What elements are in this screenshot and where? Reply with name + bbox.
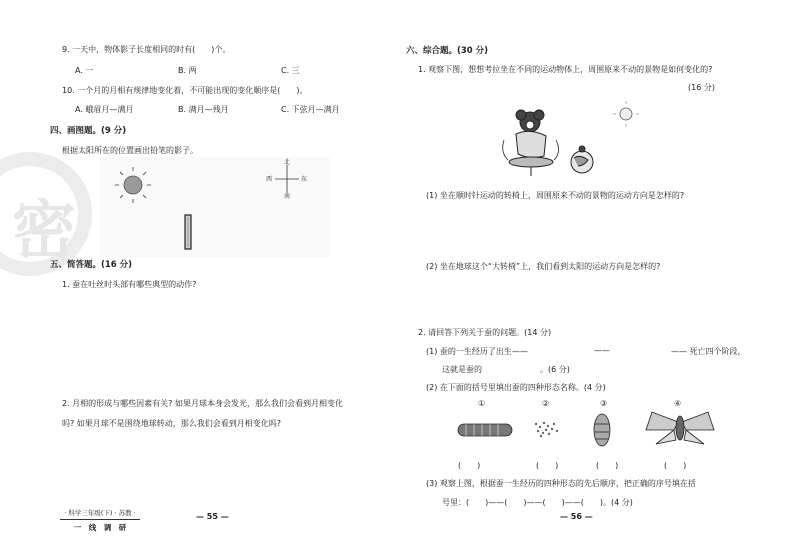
q10-text: 10. 一个月的月相有规律地变化着，不可能出现的变化顺序是( )。 — [62, 86, 308, 95]
stage-answer-4[interactable]: ( ) — [664, 461, 687, 470]
section6-title: 六、综合题。(30 分) — [406, 46, 489, 56]
pupa-icon — [594, 414, 610, 446]
footer-book-info — [60, 508, 140, 533]
drawing-area — [100, 157, 330, 257]
stage-answer-1[interactable]: ( ) — [458, 461, 481, 470]
section6-q1-sub1: (1) 坐在顺时针运动的转椅上，周围原来不动的景物的运动方向是怎样的? — [426, 191, 685, 200]
sun-icon — [613, 101, 639, 127]
section6-q1-score: (16 分) — [688, 83, 715, 92]
page-number-right: — 56 — — [560, 512, 593, 521]
rotation-illustration — [500, 100, 640, 182]
q10-option-c: C. 下弦月—满月 — [281, 105, 340, 114]
section4-instruction: 根据太阳所在的位置画出铅笔的影子。 — [62, 146, 198, 155]
q9-option-a: A. 一 — [75, 66, 94, 75]
page-number-left: — 55 — — [196, 512, 229, 521]
compass-south: 南 — [284, 193, 291, 200]
q9-option-b: B. 两 — [178, 66, 197, 75]
stage-label-2: ② — [542, 399, 550, 408]
compass-east: 东 — [301, 176, 308, 183]
larva-icon — [458, 424, 512, 436]
section6-q2-sub1-b: —— — [594, 346, 610, 355]
section6-q2-sub3-line2: 号里：( )——( )——( )——( )。(4 分) — [442, 498, 633, 507]
koala-chair-icon — [503, 110, 559, 176]
section6-q2-title: 2. 请回答下列关于蚕的问题。(14 分) — [418, 328, 552, 337]
stage-answer-3[interactable]: ( ) — [596, 461, 619, 470]
q9-text: 9. 一天中，物体影子长度相同的时有( )个。 — [62, 45, 231, 54]
section6-q2-sub1-a: (1) 蚕的一生经历了出生—— — [426, 347, 528, 356]
footer-brand: 一 线 调 研 — [73, 523, 127, 532]
compass-north: 北 — [284, 159, 291, 166]
section5-q2-line1: 2. 月相的形成与哪些因素有关? 如果月球本身会发光，那么我们会看到月相变化 — [62, 399, 343, 408]
stage-answer-2[interactable]: ( ) — [536, 461, 559, 470]
section6-q2-sub3-line1: (3) 观察上图，根据蚕一生经历的四种形态的先后顺序，把正确的序号填在括 — [426, 479, 696, 488]
section6-q1-line1: 1. 观察下图，想想考拉坐在不同的运动物体上，周围原来不动的景物是如何变化的? — [418, 65, 713, 74]
compass-west: 西 — [266, 176, 273, 183]
section5-q2-line2: 吗? 如果月球不是围绕地球转动，那么我们会看到月相变化吗? — [62, 419, 282, 428]
section5-q1: 1. 蚕在吐丝时头部有哪些典型的动作? — [62, 280, 197, 289]
section6-q2-sub1-d: 这就是蚕的 — [442, 365, 482, 374]
q10-option-b: B. 满月—残月 — [178, 105, 229, 114]
section5-title: 五、简答题。(16 分) — [50, 260, 133, 270]
q9-option-c: C. 三 — [281, 66, 300, 75]
watermark-seal: 密 — [0, 152, 92, 276]
moth-icon — [646, 412, 714, 444]
section6-q1-sub2: (2) 坐在地球这个“大转椅”上，我们看到太阳的运动方向是怎样的? — [426, 262, 661, 271]
stage-label-4: ④ — [674, 399, 682, 408]
earth-icon — [571, 146, 593, 173]
section6-q2-sub1-e: 。(6 分) — [540, 365, 570, 374]
footer-subject: · 科学三年级(下) · 苏教 · — [60, 508, 140, 520]
section6-q2-sub2: (2) 在下面的括号里填出蚕的四种形态名称。(4 分) — [426, 383, 606, 392]
section4-title: 四、画图题。(9 分) — [50, 126, 127, 136]
pencil-icon — [185, 215, 191, 249]
q10-option-a: A. 蛾眉月—满月 — [75, 105, 134, 114]
silkworm-stages — [450, 408, 720, 450]
stage-label-3: ③ — [600, 399, 608, 408]
stage-label-1: ① — [478, 399, 486, 408]
section6-q2-sub1-c: —— 死亡四个阶段， — [671, 347, 746, 356]
eggs-icon — [535, 422, 558, 437]
